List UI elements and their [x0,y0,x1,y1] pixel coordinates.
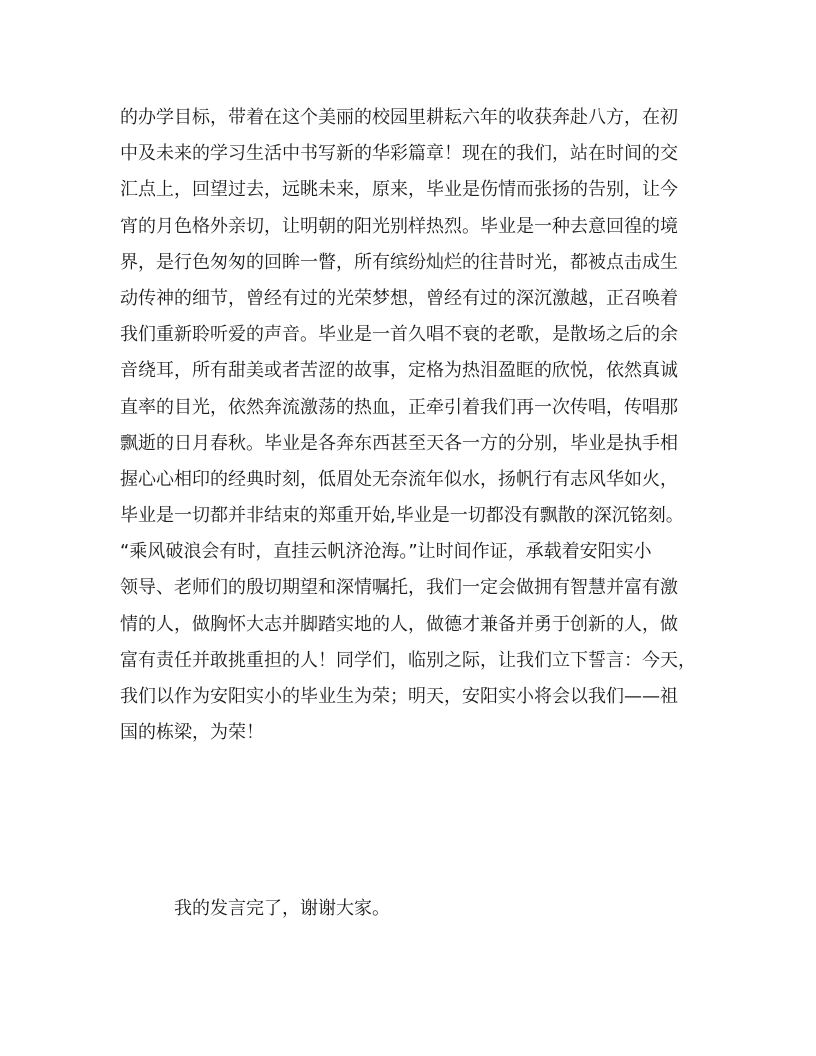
body-line: 握心心相印的经典时刻，低眉处无奈流年似水，扬帆行有志风华如火， [120,468,678,490]
body-line: 直率的目光，依然奔流激荡的热血，正牵引着我们再一次传唱，传唱那 [120,396,678,418]
body-line: 动传神的细节，曾经有过的光荣梦想，曾经有过的深沉激越，正召唤着 [120,287,678,309]
body-line: 富有责任并敢挑重担的人！同学们，临别之际，让我们立下誓言：今天， [120,649,696,671]
body-line: 汇点上，回望过去，远眺未来，原来，毕业是伤情而张扬的告别，让今 [120,179,678,201]
body-line: 国的栋梁，为荣！ [120,722,264,744]
body-line: “乘风破浪会有时，直挂云帆济沧海。”让时间作证，承载着安阳实小 [120,541,652,563]
body-line: 中及未来的学习生活中书写新的华彩篇章！现在的我们，站在时间的交 [120,143,678,165]
body-line: 情的人，做胸怀大志并脚踏实地的人，做德才兼备并勇于创新的人，做 [120,613,678,635]
body-line: 我们重新聆听爱的声音。毕业是一首久唱不衰的老歌，是散场之后的余 [120,324,678,346]
body-line: 音绕耳，所有甜美或者苦涩的故事，定格为热泪盈眶的欣悦，依然真诚 [120,360,678,382]
body-line: 领导、老师们的殷切期望和深情嘱托，我们一定会做拥有智慧并富有激 [120,577,678,599]
body-line: 我们以作为安阳实小的毕业生为荣；明天，安阳实小将会以我们——祖 [120,686,678,707]
speech-body [120,100,700,751]
body-line: 毕业是一切都并非结束的郑重开始,毕业是一切都没有飘散的深沉铭刻。 [120,505,684,527]
body-line: 飘逝的日月春秋。毕业是各奔东西甚至天各一方的分别，毕业是执手相 [120,432,678,454]
body-line: 宵的月色格外亲切，让明朝的阳光别样热烈。毕业是一种去意回徨的境 [120,215,678,237]
body-line: 的办学目标，带着在这个美丽的校园里耕耘六年的收获奔赴八方，在初 [120,107,678,128]
closing-line: 我的发言完了，谢谢大家。 [174,898,390,919]
body-line: 界，是行色匆匆的回眸一瞥，所有缤纷灿烂的往昔时光，都被点击成生 [120,251,678,273]
